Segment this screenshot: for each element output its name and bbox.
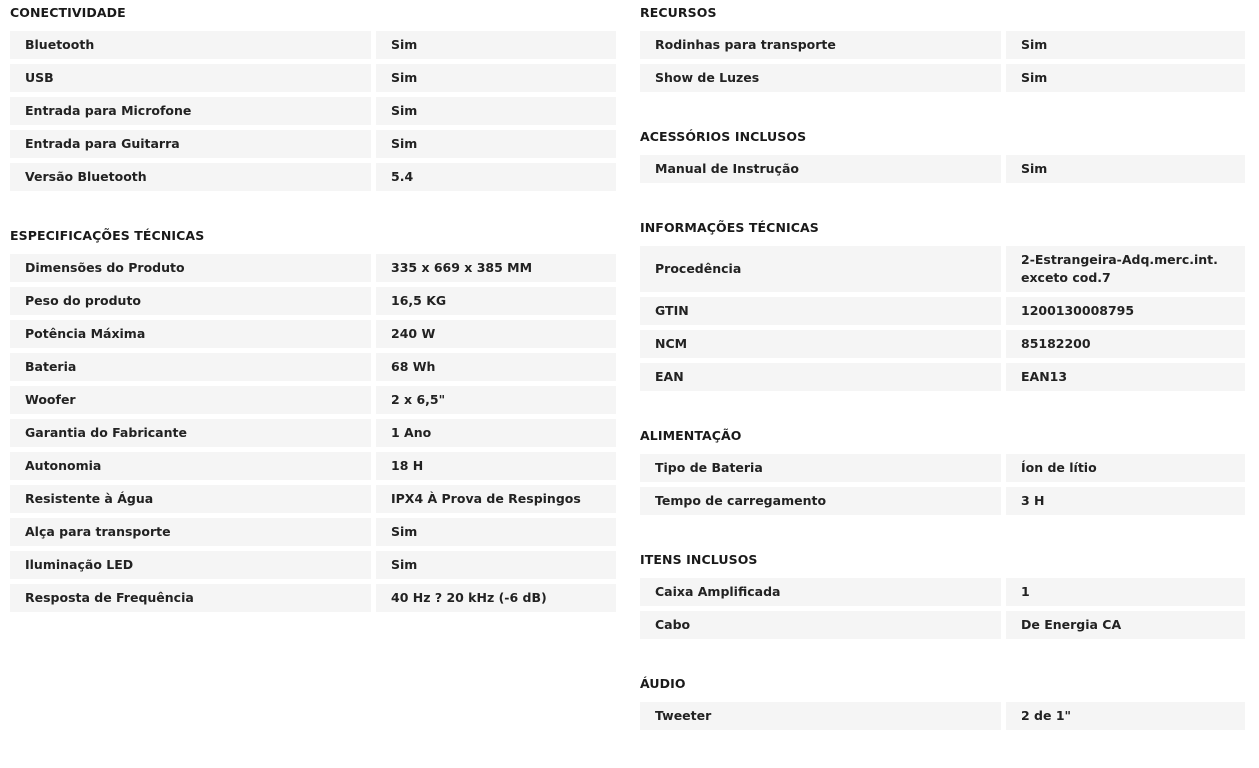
spec-label: Cabo bbox=[640, 611, 1001, 639]
spec-section-especificacoes-tecnicas bbox=[10, 229, 616, 612]
spec-label: Caixa Amplificada bbox=[640, 578, 1001, 606]
spec-label: Bateria bbox=[10, 353, 371, 381]
spec-row-cabo bbox=[640, 611, 1245, 639]
spec-value: 2 x 6,5" bbox=[376, 386, 616, 414]
spec-label: Resposta de Frequência bbox=[10, 584, 371, 612]
spec-row-versao-bluetooth bbox=[10, 163, 616, 191]
spec-row-caixa-amplificada bbox=[640, 578, 1245, 606]
spec-value: 3 H bbox=[1006, 487, 1245, 515]
spec-value: Sim bbox=[376, 31, 616, 59]
spec-value: 1 bbox=[1006, 578, 1245, 606]
spec-value: 16,5 KG bbox=[376, 287, 616, 315]
spec-row-procedencia bbox=[640, 246, 1245, 292]
spec-value: Íon de lítio bbox=[1006, 454, 1245, 482]
spec-label: NCM bbox=[640, 330, 1001, 358]
spec-label: Potência Máxima bbox=[10, 320, 371, 348]
section-title: ITENS INCLUSOS bbox=[640, 552, 758, 567]
spec-row-potencia-maxima bbox=[10, 320, 616, 348]
section-title: RECURSOS bbox=[640, 5, 717, 20]
spec-row-rodinhas-para-transporte bbox=[640, 31, 1245, 59]
section-title: ÁUDIO bbox=[640, 676, 686, 691]
spec-value: 85182200 bbox=[1006, 330, 1245, 358]
spec-label: Tweeter bbox=[640, 702, 1001, 730]
spec-label: Resistente à Água bbox=[10, 485, 371, 513]
spec-value: IPX4 À Prova de Respingos bbox=[376, 485, 616, 513]
spec-row-peso-do-produto bbox=[10, 287, 616, 315]
spec-value: 18 H bbox=[376, 452, 616, 480]
spec-value: 240 W bbox=[376, 320, 616, 348]
spec-row-resposta-de-frequencia bbox=[10, 584, 616, 612]
spec-label: Entrada para Microfone bbox=[10, 97, 371, 125]
spec-label: Manual de Instrução bbox=[640, 155, 1001, 183]
spec-row-resistente-a-agua bbox=[10, 485, 616, 513]
spec-value: De Energia CA bbox=[1006, 611, 1245, 639]
spec-value: 2 de 1" bbox=[1006, 702, 1245, 730]
spec-section-informacoes-tecnicas bbox=[640, 221, 1245, 391]
left-column bbox=[10, 0, 616, 650]
spec-row-entrada-para-microfone bbox=[10, 97, 616, 125]
spec-row-tipo-de-bateria bbox=[640, 454, 1245, 482]
spec-value: Sim bbox=[376, 518, 616, 546]
spec-row-manual-de-instrucao bbox=[640, 155, 1245, 183]
right-column bbox=[640, 0, 1245, 768]
spec-row-ncm bbox=[640, 330, 1245, 358]
spec-value: 2-Estrangeira-Adq.merc.int. exceto cod.7 bbox=[1006, 246, 1245, 292]
spec-value: 1200130008795 bbox=[1006, 297, 1245, 325]
section-title: ALIMENTAÇÃO bbox=[640, 428, 742, 443]
spec-value: 335 x 669 x 385 MM bbox=[376, 254, 616, 282]
spec-label: GTIN bbox=[640, 297, 1001, 325]
spec-label: Autonomia bbox=[10, 452, 371, 480]
spec-value: EAN13 bbox=[1006, 363, 1245, 391]
spec-row-bluetooth bbox=[10, 31, 616, 59]
spec-section-itens-inclusos bbox=[640, 553, 1245, 639]
section-title: CONECTIVIDADE bbox=[10, 5, 126, 20]
spec-section-conectividade bbox=[10, 6, 616, 191]
spec-value: Sim bbox=[1006, 64, 1245, 92]
spec-label: Tempo de carregamento bbox=[640, 487, 1001, 515]
spec-row-tweeter bbox=[640, 702, 1245, 730]
spec-row-dimensoes-do-produto bbox=[10, 254, 616, 282]
spec-row-show-de-luzes bbox=[640, 64, 1245, 92]
spec-label: Rodinhas para transporte bbox=[640, 31, 1001, 59]
spec-row-ean bbox=[640, 363, 1245, 391]
spec-label: Iluminação LED bbox=[10, 551, 371, 579]
spec-row-gtin bbox=[640, 297, 1245, 325]
spec-section-audio bbox=[640, 677, 1245, 730]
spec-section-recursos bbox=[640, 6, 1245, 92]
spec-value: Sim bbox=[376, 97, 616, 125]
section-title: ESPECIFICAÇÕES TÉCNICAS bbox=[10, 228, 205, 243]
spec-row-woofer bbox=[10, 386, 616, 414]
spec-label: Tipo de Bateria bbox=[640, 454, 1001, 482]
spec-label: Dimensões do Produto bbox=[10, 254, 371, 282]
spec-row-bateria bbox=[10, 353, 616, 381]
spec-value: 1 Ano bbox=[376, 419, 616, 447]
spec-label: EAN bbox=[640, 363, 1001, 391]
spec-row-alca-para-transporte bbox=[10, 518, 616, 546]
spec-row-tempo-de-carregamento bbox=[640, 487, 1245, 515]
spec-value: Sim bbox=[376, 64, 616, 92]
spec-value: 5.4 bbox=[376, 163, 616, 191]
spec-value: Sim bbox=[376, 551, 616, 579]
spec-value: Sim bbox=[376, 130, 616, 158]
spec-value: Sim bbox=[1006, 31, 1245, 59]
spec-row-garantia-do-fabricante bbox=[10, 419, 616, 447]
spec-label: Bluetooth bbox=[10, 31, 371, 59]
spec-label: Entrada para Guitarra bbox=[10, 130, 371, 158]
spec-section-acessorios-inclusos bbox=[640, 130, 1245, 183]
spec-value: Sim bbox=[1006, 155, 1245, 183]
spec-label: Alça para transporte bbox=[10, 518, 371, 546]
spec-label: Woofer bbox=[10, 386, 371, 414]
section-title: ACESSÓRIOS INCLUSOS bbox=[640, 129, 807, 144]
spec-label: Versão Bluetooth bbox=[10, 163, 371, 191]
spec-section-alimentacao bbox=[640, 429, 1245, 515]
spec-label: Show de Luzes bbox=[640, 64, 1001, 92]
spec-label: Garantia do Fabricante bbox=[10, 419, 371, 447]
spec-label: Peso do produto bbox=[10, 287, 371, 315]
spec-row-usb bbox=[10, 64, 616, 92]
spec-label: USB bbox=[10, 64, 371, 92]
spec-row-entrada-para-guitarra bbox=[10, 130, 616, 158]
spec-value: 68 Wh bbox=[376, 353, 616, 381]
section-title: INFORMAÇÕES TÉCNICAS bbox=[640, 220, 819, 235]
spec-row-autonomia bbox=[10, 452, 616, 480]
spec-row-iluminacao-led bbox=[10, 551, 616, 579]
spec-label: Procedência bbox=[640, 246, 1001, 292]
spec-value: 40 Hz ? 20 kHz (-6 dB) bbox=[376, 584, 616, 612]
